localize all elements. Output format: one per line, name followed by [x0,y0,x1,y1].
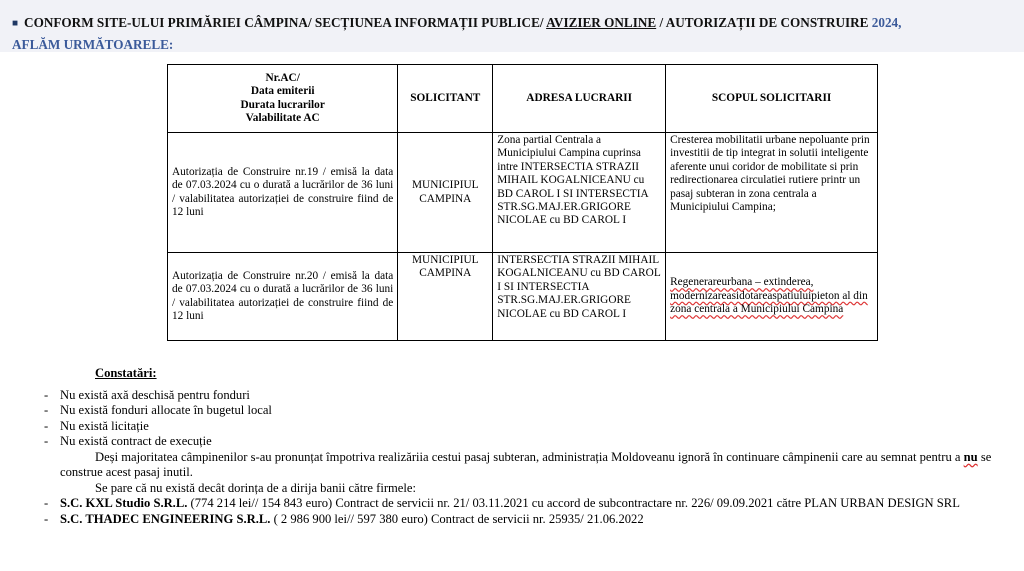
list-item-text: Nu există axă deschisă pentru fonduri [60,387,250,402]
scop-text: Regenerareurbana – extinderea, modernizareasidotareaspatiuluipieton al din zona centrala a Municipiului Campina [670,276,868,316]
table-row [168,133,878,253]
dash-icon: - [44,434,49,448]
list-item-text: Nu există licitație [60,418,149,433]
bullet-icon: ■ [12,18,19,29]
list-item-text: Nu există fonduri allocate în bugetul local [60,403,272,417]
header-text-3: AFLĂM URMĂTOARELE: [12,37,174,52]
firme-list [0,496,1024,527]
cell-solicitant: MUNICIPIUL CAMPINA [398,253,493,341]
constatari-title: Constatări: [95,366,157,380]
list-item [0,496,1024,512]
paragraph-text: se construe acest pasaj inutil. [60,449,992,479]
list-item [0,419,1024,435]
constatari-list [0,388,1024,450]
list-item-text: Nu există contract de execuție [60,434,212,448]
cell-adresa: INTERSECTIA STRAZII MIHAIL KOGALNICEANU cu BD CAROL I SI INTERSECTIA STR.SG.MAJ.ER.GRIGORE NICOLAE cu BD CAROL I [493,253,666,341]
paragraph-emphasis: nu [963,449,978,464]
dash-icon: - [44,511,49,526]
paragraph-firme [0,481,1024,497]
dash-icon: - [44,418,49,433]
header-text-1: CONFORM SITE-ULUI PRIMĂRIEI CÂMPINA/ SECȚIUNEA INFORMAȚII PUBLICE/ [24,15,547,30]
dash-icon: - [44,496,49,510]
cell-scop: Cresterea mobilitatii urbane nepoluante prin investitii de tip integrat in solutii inteligente aferente unui coridor de mobilitate si prin redirectionarea circulatiei rutiere printr un pasaj subteran in zona centrala a Municipiului Campina; [666,133,878,253]
cell-scop [666,253,878,341]
firma-name: S.C. KXL Studio S.R.L. [60,496,188,510]
table-row [168,253,878,341]
firma-detail: ( 2 986 900 lei// 597 380 euro) Contract de servicii nr. 25935/ 21.06.2022 [270,511,644,526]
paragraph-pasaj [0,450,1024,481]
list-item [0,512,1024,528]
list-item [0,388,1024,404]
cell-autorizatie: Autorizația de Construire nr.20 / emisă la data de 07.03.2024 cu o durată a lucrărilor de 36 luni / valabilitatea autorizației de construire fiind de 12 luni [168,253,398,341]
table-header-row [168,65,878,133]
firma-detail: (774 214 lei// 154 843 euro) Contract de servicii nr. 21/ 03.11.2021 cu accord de subcontractare nr. 226/ 09.09.2021 către PLAN URBAN DESIGN SRL [187,496,960,510]
header-nr-ac-line: Durata lucrarilor [240,98,325,111]
paragraph-text: Deși majoritatea câmpinenilor s-au pronunțat împotriva realizăriia cestui pasaj subteran, administrația Moldoveanu ignoră în continuare câmpinenii care au semnat pentru a [95,449,964,464]
header-nr-ac-line: Valabilitate AC [245,111,320,124]
cell-adresa: Zona partial Centrala a Municipiului Campina cuprinsa intre INTERSECTIA STRAZII MIHAIL KOGALNICEANU cu BD CAROL I SI INTERSECTIA STR.SG.MAJ.ER.GRIGORE NICOLAE cu BD CAROL I [493,133,666,253]
document-header [12,12,1012,55]
avizier-online-link[interactable]: AVIZIER ONLINE [546,15,657,30]
constatari-section [0,366,1024,527]
header-year: 2024, [871,15,902,30]
dash-icon: - [44,403,49,417]
header-solicitant: SOLICITANT [398,65,493,133]
header-nr-ac-line: Nr.AC/ [265,71,300,84]
header-nr-ac-line: Data emiterii [250,85,315,98]
cell-autorizatie: Autorizația de Construire nr.19 / emisă la data de 07.03.2024 cu o durată a lucrărilor de 36 luni / valabilitatea autorizației de construire fiind de 12 luni [168,133,398,253]
header-nr-ac [168,65,398,133]
header-scop: SCOPUL SOLICITARII [666,65,878,133]
list-item [0,403,1024,419]
authorization-table [167,64,878,341]
list-item [0,434,1024,450]
cell-solicitant: MUNICIPIUL CAMPINA [398,133,493,253]
header-text-2: / AUTORIZAȚII DE CONSTRUIRE [656,15,872,30]
paragraph-text: Se pare că nu există decât dorința de a dirija banii către firmele: [95,480,416,495]
dash-icon: - [44,387,49,402]
firma-name: S.C. THADEC ENGINEERING S.R.L. [60,511,271,526]
header-adresa: ADRESA LUCRARII [493,65,666,133]
